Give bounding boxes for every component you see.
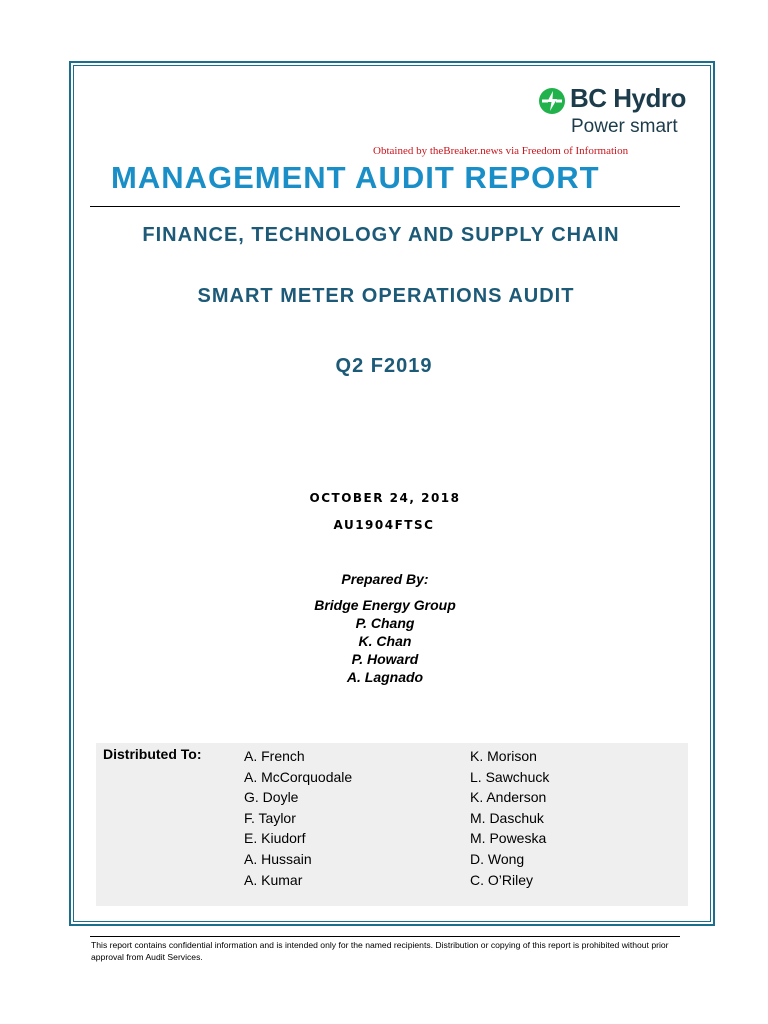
distribution-column-1 (244, 746, 352, 890)
recipient-name: G. Doyle (244, 789, 299, 806)
preparer-name: P. Chang (355, 615, 415, 631)
recipient-name: A. Kumar (244, 871, 303, 888)
footer-divider (90, 936, 680, 937)
recipient-name: D. Wong (470, 850, 525, 867)
report-code: AU1904FTSC (333, 518, 435, 532)
recipient-name: K. Morison (470, 748, 537, 764)
period-subtitle: Q2 F2019 (335, 355, 433, 377)
preparer-list (1, 596, 768, 686)
report-date: OCTOBER 24, 2018 (309, 491, 461, 505)
report-title: MANAGEMENT AUDIT REPORT (111, 160, 600, 195)
recipient-name: A. French (244, 748, 305, 764)
preparer-name: K. Chan (358, 633, 412, 649)
title-divider (90, 206, 680, 207)
foi-watermark-note: Obtained by theBreaker.news via Freedom of Information (373, 145, 629, 157)
recipient-name: M. Poweska (470, 830, 547, 847)
lightning-circle-icon (538, 87, 566, 115)
recipient-name: A. Hussain (244, 850, 312, 867)
confidentiality-footer: This report contains confidential information and is intended only for the named recipients. Distribution or copying of this report is prohibited without prior approval from Audit Services. (91, 940, 669, 962)
recipient-name: C. O’Riley (470, 871, 534, 888)
preparer-name: A. Lagnado (346, 669, 424, 685)
distribution-column-2 (470, 746, 549, 890)
preparer-name: P. Howard (351, 651, 419, 667)
recipient-name: F. Taylor (244, 809, 296, 826)
logo-name: BC Hydro (570, 83, 686, 113)
prepared-by-label: Prepared By: (341, 571, 429, 587)
logo-tagline: Power smart (571, 116, 678, 137)
recipient-name: L. Sawchuck (470, 768, 550, 785)
recipient-name: E. Kiudorf (244, 830, 306, 847)
recipient-name: M. Daschuk (470, 809, 544, 826)
division-subtitle: FINANCE, TECHNOLOGY AND SUPPLY CHAIN (142, 224, 620, 246)
recipient-name: K. Anderson (470, 789, 547, 806)
bc-hydro-logo (538, 83, 708, 141)
distribution-panel (96, 743, 688, 906)
distributed-to-label: Distributed To: (103, 746, 202, 762)
audit-subtitle: SMART METER OPERATIONS AUDIT (197, 285, 575, 307)
recipient-name: A. McCorquodale (244, 768, 353, 785)
preparer-name: Bridge Energy Group (314, 597, 456, 613)
